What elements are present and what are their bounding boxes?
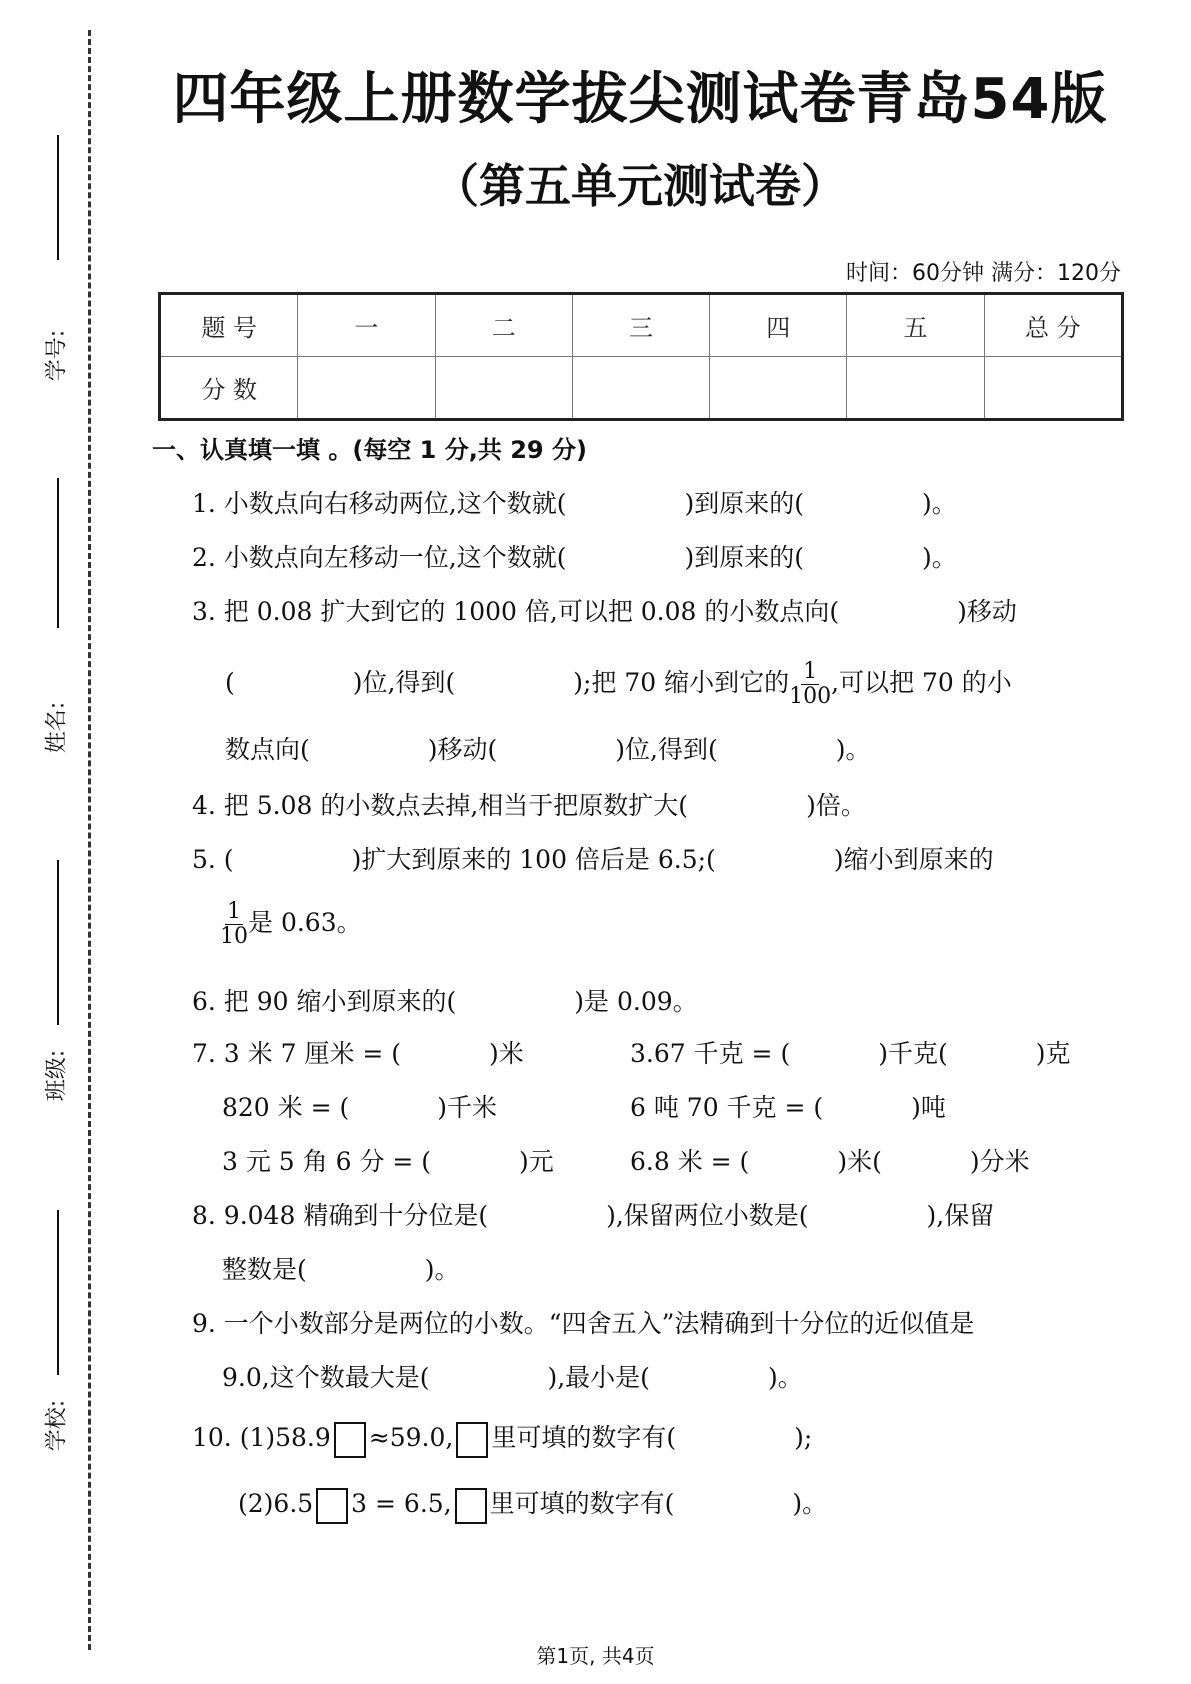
q7-text: )元 [519, 1147, 554, 1176]
question-4 [192, 786, 866, 822]
q8-text: ),保留两位小数是( [606, 1201, 809, 1230]
q7-text: 3.67 千克 = ( [630, 1039, 791, 1068]
q7-text: 6 吨 70 千克 = ( [630, 1093, 824, 1122]
question-6 [192, 982, 698, 1018]
q7-text: )吨 [911, 1093, 946, 1122]
header-cell: 三 [572, 294, 709, 357]
question-3-line-1 [192, 592, 1017, 628]
q7-text: )米 [489, 1039, 524, 1068]
header-cell: 题 号 [160, 294, 298, 357]
page-title: 四年级上册数学拔尖测试卷青岛54版 [172, 67, 1108, 132]
question-3-line-3 [225, 730, 871, 766]
digit-box[interactable] [316, 1488, 348, 1524]
question-3-line-2 [225, 660, 1012, 709]
score-cell[interactable] [984, 357, 1122, 420]
q7-text: )克 [1035, 1039, 1071, 1068]
q10-text: 里可填的数字有( [489, 1489, 675, 1518]
q2-text-a: 2. 小数点向左移动一位,这个数就( [192, 543, 567, 572]
q10-text: )。 [792, 1489, 828, 1518]
q3-text: ,可以把 70 的小 [831, 668, 1012, 698]
q3-text: ( [225, 668, 235, 698]
header-cell: 总 分 [984, 294, 1122, 357]
question-10-part-2 [238, 1484, 827, 1524]
q4-text: 4. 把 5.08 的小数点去掉,相当于把原数扩大( [192, 791, 689, 820]
score-table-header-row [160, 294, 1123, 357]
digit-box[interactable] [334, 1422, 366, 1458]
q3-text: )移动( [427, 735, 498, 764]
fraction-numerator: 1 [227, 899, 241, 924]
q7-text: 820 米 = ( [222, 1093, 350, 1122]
question-7-line-3-right [630, 1142, 1030, 1178]
score-cell[interactable] [847, 357, 984, 420]
q10-text: (2)6.5 [238, 1489, 314, 1518]
q2-text-c: )。 [922, 543, 957, 572]
question-5-line-1 [192, 840, 994, 876]
q7-text: 6.8 米 = ( [630, 1147, 750, 1176]
q10-text: ≈59.0, [368, 1423, 454, 1452]
q2-text-b: )到原来的( [684, 543, 805, 572]
q4-text: )倍。 [806, 791, 866, 820]
row-label: 分 数 [160, 357, 298, 420]
question-1 [192, 484, 957, 520]
score-cell[interactable] [298, 357, 435, 420]
question-10-part-1 [192, 1418, 812, 1458]
q7-text: )千克( [878, 1039, 948, 1068]
q9-text: )。 [767, 1363, 803, 1392]
q7-text: )千米 [437, 1093, 498, 1122]
fraction-numerator: 1 [803, 659, 818, 684]
q8-text: ),保留 [926, 1201, 995, 1230]
q9-text: 9.0,这个数最大是( [222, 1363, 430, 1392]
q10-text: 里可填的数字有( [491, 1423, 677, 1452]
q3-text: )位,得到( [352, 668, 456, 698]
header-cell: 一 [298, 294, 435, 357]
question-7-line-2-right [630, 1088, 946, 1124]
q7-text: )分米 [969, 1147, 1030, 1176]
q10-text: 3 = 6.5, [351, 1489, 452, 1518]
q3-text: 3. 把 0.08 扩大到它的 1000 倍,可以把 0.08 的小数点向( [192, 597, 840, 626]
section-1-title: 一、认真填一填 。(每空 1 分,共 29 分) [152, 436, 587, 464]
q3-text: 数点向( [225, 735, 310, 764]
question-8-line-2 [222, 1250, 460, 1286]
q1-text-a: 1. 小数点向右移动两位,这个数就( [192, 489, 567, 518]
q10-text: ); [794, 1423, 813, 1452]
score-table-score-row [160, 357, 1123, 420]
q3-text: )位,得到( [615, 735, 718, 764]
fraction-denominator: 10 [220, 924, 248, 950]
name-label: 姓名: [44, 701, 70, 754]
question-9-line-2 [222, 1358, 803, 1394]
name-underline[interactable] [57, 478, 59, 628]
fraction-denominator: 100 [789, 684, 832, 710]
q8-text: 整数是( [222, 1255, 307, 1284]
school-underline[interactable] [57, 1210, 59, 1375]
question-9-line-1 [192, 1304, 974, 1340]
q5-text: )缩小到原来的 [833, 845, 994, 874]
student-id-label: 学号: [44, 329, 70, 382]
digit-box-reference [455, 1488, 487, 1524]
school-label: 学校: [44, 1399, 70, 1452]
q1-text-c: )。 [922, 489, 957, 518]
student-id-underline[interactable] [57, 135, 59, 260]
binding-dashed-line [88, 30, 91, 1650]
digit-box-reference [456, 1422, 488, 1458]
page-footer: 第1页, 共4页 [536, 1644, 655, 1668]
q7-text: )米( [837, 1147, 882, 1176]
q5-text: )扩大到原来的 100 倍后是 6.5;( [351, 845, 716, 874]
time-and-score-info: 时间：60分钟 满分：120分 [846, 261, 1121, 286]
header-cell: 二 [435, 294, 572, 357]
q9-text: ),最小是( [547, 1363, 650, 1392]
question-7-line-1 [192, 1034, 524, 1070]
question-8-line-1 [192, 1196, 994, 1232]
score-cell[interactable] [710, 357, 847, 420]
q5-text: 是 0.63。 [248, 908, 362, 938]
question-7-line-1-right [630, 1034, 1071, 1070]
score-table [158, 292, 1124, 421]
class-underline[interactable] [57, 860, 59, 1025]
q6-text: 6. 把 90 缩小到原来的( [192, 987, 457, 1016]
q9-text: 9. 一个小数部分是两位的小数。“四舍五入”法精确到十分位的近似值是 [192, 1309, 975, 1338]
q3-text: )移动 [957, 597, 1017, 626]
fraction [789, 660, 831, 709]
header-cell: 五 [847, 294, 984, 357]
score-cell[interactable] [435, 357, 572, 420]
q10-text: 10. (1)58.9 [192, 1423, 331, 1452]
q8-text: 8. 9.048 精确到十分位是( [192, 1201, 489, 1230]
header-cell: 四 [710, 294, 847, 357]
page-subtitle: （第五单元测试卷） [433, 159, 847, 213]
q8-text: )。 [424, 1255, 460, 1284]
q5-text: 5. ( [192, 845, 234, 874]
q1-text-b: )到原来的( [684, 489, 805, 518]
question-5-line-2 [220, 900, 362, 949]
q6-text: )是 0.09。 [574, 987, 698, 1016]
q3-text: )。 [835, 735, 871, 764]
q7-text: 3 元 5 角 6 分 = ( [222, 1147, 432, 1176]
q3-text: );把 70 缩小到它的 [573, 668, 790, 698]
score-cell[interactable] [572, 357, 709, 420]
question-7-line-2 [222, 1088, 497, 1124]
question-7-line-3 [222, 1142, 554, 1178]
question-2 [192, 538, 957, 574]
class-label: 班级: [44, 1049, 70, 1102]
fraction [220, 900, 248, 949]
q7-text: 7. 3 米 7 厘米 = ( [192, 1039, 402, 1068]
